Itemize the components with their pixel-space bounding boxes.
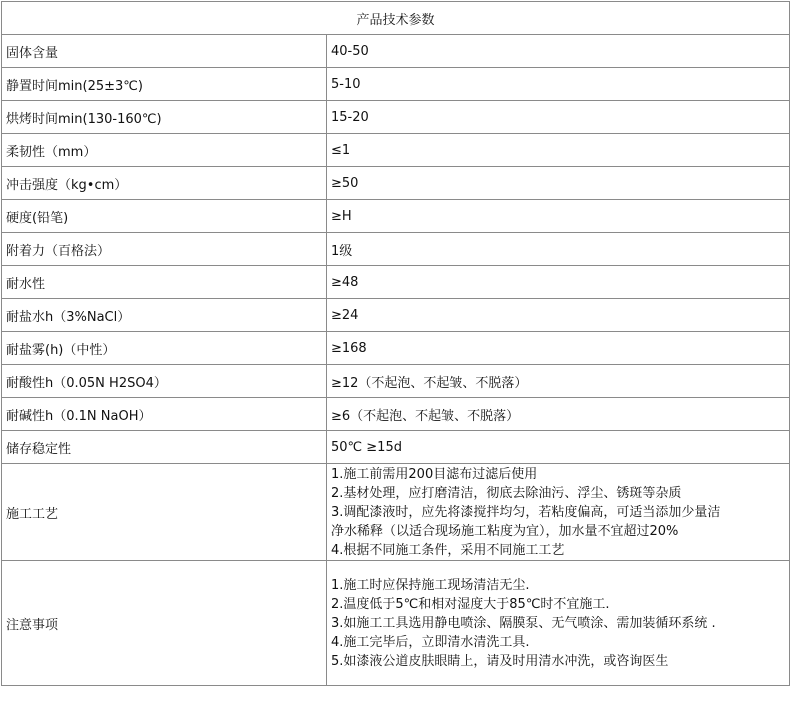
spec-label: 硬度(铅笔) [2, 200, 327, 233]
spec-row [2, 398, 790, 431]
spec-row [2, 431, 790, 464]
spec-row [2, 200, 790, 233]
spec-value: ≥12（不起泡、不起皱、不脱落） [327, 365, 790, 398]
spec-row [2, 266, 790, 299]
spec-row [2, 299, 790, 332]
spec-label: 柔韧性（mm） [2, 134, 327, 167]
construction-process-row-label: 施工工艺 [2, 464, 327, 561]
spec-label: 固体含量 [2, 35, 327, 68]
construction-process-row-line: 3.调配漆液时，应先将漆搅拌均匀，若粘度偏高，可适当添加少量洁 [331, 504, 721, 520]
spec-value: 40-50 [327, 35, 790, 68]
construction-process-row-line: 1.施工前需用200目滤布过滤后使用 [331, 466, 538, 482]
spec-row [2, 68, 790, 101]
construction-process-row-line: 2.基材处理，应打磨清洁，彻底去除油污、浮尘、锈斑等杂质 [331, 485, 682, 501]
notes-row-line: 1.施工时应保持施工现场清洁无尘. [331, 577, 530, 593]
spec-value: 15-20 [327, 101, 790, 134]
notes-row-line: 4.施工完毕后，立即清水清洗工具. [331, 634, 530, 650]
spec-label: 耐水性 [2, 266, 327, 299]
spec-value: ≤1 [327, 134, 790, 167]
construction-process-row-line: 4.根据不同施工条件，采用不同施工工艺 [331, 542, 565, 558]
construction-process-row-line: 净水稀释（以适合现场施工粘度为宜），加水量不宜超过20% [331, 523, 679, 539]
spec-table-body [2, 2, 790, 686]
table-title-row [2, 2, 790, 35]
spec-value: 5-10 [327, 68, 790, 101]
spec-label: 耐盐雾(h)（中性） [2, 332, 327, 365]
spec-value: ≥24 [327, 299, 790, 332]
spec-row [2, 332, 790, 365]
spec-row [2, 35, 790, 68]
construction-process-row [2, 464, 790, 561]
spec-value: ≥48 [327, 266, 790, 299]
spec-label: 耐碱性h（0.1N NaOH） [2, 398, 327, 431]
spec-label: 冲击强度（kg•cm） [2, 167, 327, 200]
notes-row-line: 2.温度低于5℃和相对湿度大于85℃时不宜施工. [331, 596, 610, 612]
construction-process-row-content [327, 464, 790, 561]
spec-value: 50℃ ≥15d [327, 431, 790, 464]
spec-label: 储存稳定性 [2, 431, 327, 464]
product-spec-table [1, 1, 790, 686]
spec-value: ≥H [327, 200, 790, 233]
notes-row-line: 3.如施工工具选用静电喷涂、隔膜泵、无气喷涂、需加装循环系统 . [331, 615, 716, 631]
spec-value: ≥168 [327, 332, 790, 365]
spec-label: 耐酸性h（0.05N H2SO4） [2, 365, 327, 398]
spec-label: 烘烤时间min(130-160℃) [2, 101, 327, 134]
spec-label: 附着力（百格法） [2, 233, 327, 266]
spec-row [2, 167, 790, 200]
spec-row [2, 365, 790, 398]
spec-row [2, 233, 790, 266]
notes-row-content [327, 561, 790, 686]
notes-row-label: 注意事项 [2, 561, 327, 686]
spec-label: 静置时间min(25±3℃) [2, 68, 327, 101]
notes-row-line: 5.如漆液公道皮肤眼睛上，请及时用清水冲洗，或咨询医生 [331, 653, 669, 669]
spec-row [2, 134, 790, 167]
spec-value: ≥50 [327, 167, 790, 200]
table-title: 产品技术参数 [2, 2, 790, 35]
spec-label: 耐盐水h（3%NaCl） [2, 299, 327, 332]
spec-value: 1级 [327, 233, 790, 266]
spec-value: ≥6（不起泡、不起皱、不脱落） [327, 398, 790, 431]
notes-row [2, 561, 790, 686]
spec-row [2, 101, 790, 134]
